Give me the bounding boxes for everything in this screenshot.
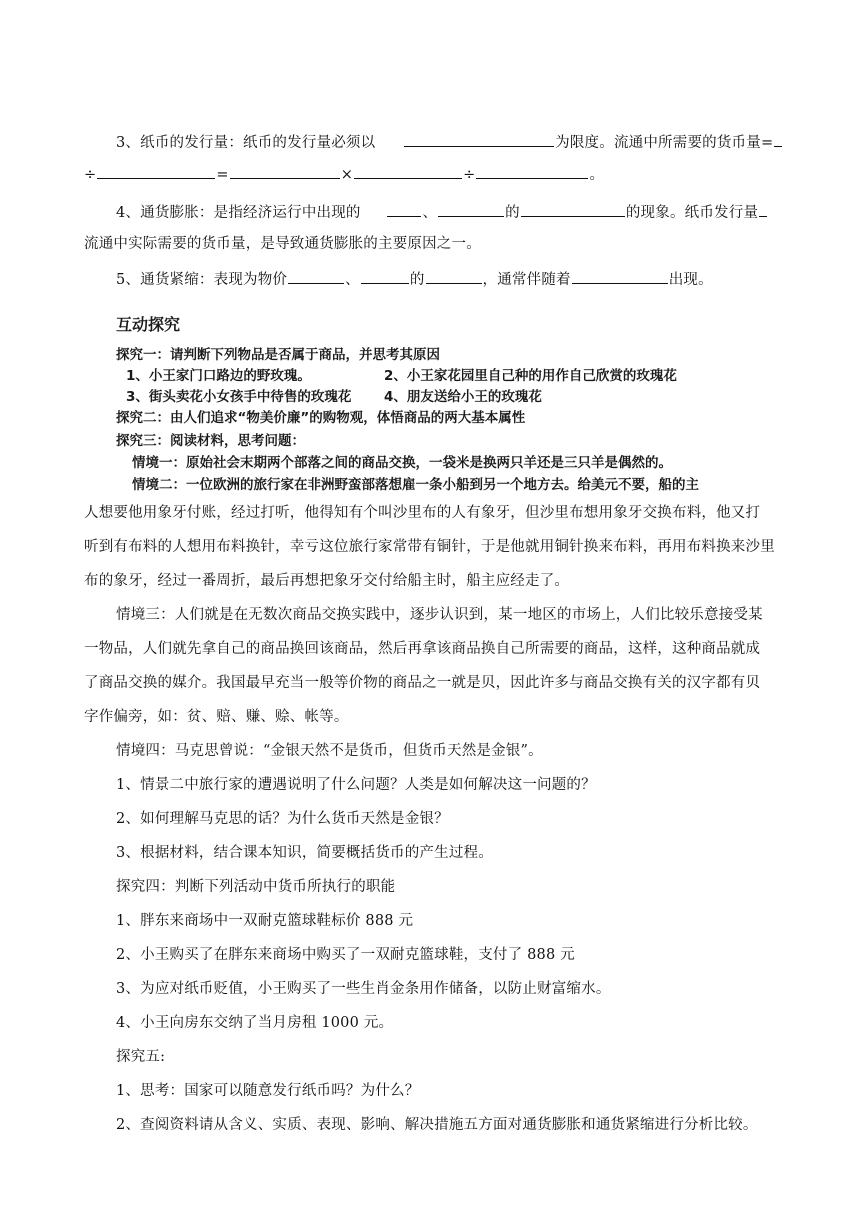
blank-field[interactable] xyxy=(97,163,215,179)
exploration-5-item-1: 1、思考：国家可以随意发行纸币吗？为什么？ xyxy=(116,1083,420,1099)
item-4-line-1 xyxy=(116,201,768,223)
paragraph-2-line-2: 一物品，人们就先拿自己的商品换回该商品，然后再拿该商品换自己所需要的商品，这样，这种商品就成 xyxy=(84,641,761,657)
particle: 的 xyxy=(505,205,520,221)
paragraph-1-line-3: 布的象牙，经过一番周折，最后再想把象牙交付给船主时，船主应经走了。 xyxy=(84,573,570,589)
item-4-text: 4、通货膨胀：是指经济运行中出现的 xyxy=(116,205,361,221)
question-1: 1、情景二中旅行家的遭遇说明了什么问题？人类是如何解决这一问题的？ xyxy=(116,777,596,793)
item-5-text-2: ，通常伴随着 xyxy=(482,272,571,288)
section-heading: 互动探究 xyxy=(116,315,181,334)
paragraph-2-line-1: 情境三：人们就是在无数次商品交换实践中，逐步认识到，某一地区的市场上，人们比较乐意接受某 xyxy=(116,607,763,623)
divide-sign: ÷ xyxy=(84,167,97,183)
item-3-line-1 xyxy=(116,131,783,153)
blank-field[interactable] xyxy=(774,131,782,147)
scenario-4: 情境四：马克思曾说：“金银天然不是货币，但货币天然是金银”。 xyxy=(116,743,543,759)
exploration-1-item-2: 2、小王家花园里自己种的用作自己欣赏的玫瑰花 xyxy=(384,368,677,384)
paragraph-2-line-3: 了商品交换的媒介。我国最早充当一般等价物的商品之一就是贝，因此许多与商品交换有关的汉字都有贝 xyxy=(84,675,761,691)
question-3: 3、根据材料，结合课本知识，简要概括货币的产生过程。 xyxy=(116,845,493,861)
paragraph-1-line-2: 听到有布料的人想用布料换针，幸亏这位旅行家常带有铜针，于是他就用铜针换来布料，再用布料换来沙里 xyxy=(84,539,775,555)
blank-field[interactable] xyxy=(759,201,767,217)
blank-field[interactable] xyxy=(572,268,668,284)
exploration-5-title: 探究五: xyxy=(116,1049,166,1065)
item-5-text-3: 出现。 xyxy=(668,272,713,288)
blank-field[interactable] xyxy=(354,163,462,179)
exploration-1-item-1: 1、小王家门口路边的野玫瑰。 xyxy=(126,368,311,384)
exploration-2-title: 探究二：由人们追求“物美价廉”的购物观，体悟商品的两大基本属性 xyxy=(116,410,526,426)
question-2: 2、如何理解马克思的话？为什么货币天然是金银？ xyxy=(116,811,449,827)
divide-sign: ÷ xyxy=(463,167,476,183)
exploration-5-item-2: 2、查阅资料请从含义、实质、表现、影响、解决措施五方面对通货膨胀和通货紧缩进行分析比较。 xyxy=(116,1117,758,1133)
exploration-4-title: 探究四：判断下列活动中货币所执行的职能 xyxy=(116,879,396,895)
period: 。 xyxy=(589,167,605,183)
blank-field[interactable] xyxy=(387,201,421,217)
item-4-line-2: 流通中实际需要的货币量，是导致通货膨胀的主要原因之一。 xyxy=(84,236,481,252)
blank-field[interactable] xyxy=(438,201,504,217)
particle: 的 xyxy=(409,272,425,288)
blank-field[interactable] xyxy=(404,131,554,147)
item-5-text: 5、通货紧缩：表现为物价 xyxy=(116,272,288,288)
item-5-line xyxy=(116,268,713,290)
exploration-4-item-2: 2、小王购买了在胖东来商场中购买了一双耐克篮球鞋，支付了 888 元 xyxy=(116,947,575,963)
exploration-1-item-3: 3、街头卖花小女孩手中待售的玫瑰花 xyxy=(126,389,352,405)
scenario-1: 情境一：原始社会末期两个部落之间的商品交换，一袋米是换两只羊还是三只羊是偶然的。 xyxy=(132,455,672,471)
blank-field[interactable] xyxy=(521,201,625,217)
blank-field[interactable] xyxy=(230,163,340,179)
exploration-1-title: 探究一：请判断下列物品是否属于商品，并思考其原因 xyxy=(116,347,440,363)
blank-field[interactable] xyxy=(476,163,588,179)
exploration-4-item-1: 1、胖东来商场中一双耐克篮球鞋标价 888 元 xyxy=(116,913,414,929)
paragraph-1-line-1: 人想要他用象牙付账，经过打听，他得知有个叫沙里布的人有象牙，但沙里布想用象牙交换布料，他又打 xyxy=(84,505,761,521)
exploration-3-title: 探究三：阅读材料，思考问题： xyxy=(116,433,305,449)
blank-field[interactable] xyxy=(426,268,482,284)
equals-sign: = xyxy=(216,167,229,183)
item-3-text-2: 为限度。流通中所需要的货币量= xyxy=(555,135,774,151)
multiply-sign: × xyxy=(340,167,354,183)
scenario-2-start: 情境二：一位欧洲的旅行家在非洲野蛮部落想雇一条小船到另一个地方去。给美元不要，船的主 xyxy=(132,477,699,493)
separator: 、 xyxy=(345,272,360,288)
item-3-text: 3、纸币的发行量：纸币的发行量必须以 xyxy=(116,135,376,151)
item-4-text-2: 的现象。纸币发行量 xyxy=(625,205,759,221)
separator: 、 xyxy=(422,205,438,221)
exploration-4-item-3: 3、为应对纸币贬值，小王购买了一些生肖金条用作储备，以防止财富缩水。 xyxy=(116,981,611,997)
item-3-line-2 xyxy=(84,163,604,185)
exploration-4-item-4: 4、小王向房东交纳了当月房租 1000 元。 xyxy=(116,1015,394,1031)
blank-field[interactable] xyxy=(288,268,344,284)
exploration-1-item-4: 4、朋友送给小王的玫瑰花 xyxy=(384,389,542,405)
blank-field[interactable] xyxy=(361,268,409,284)
paragraph-2-line-4: 字作偏旁，如：贫、赔、赚、赊、帐等。 xyxy=(84,709,349,725)
